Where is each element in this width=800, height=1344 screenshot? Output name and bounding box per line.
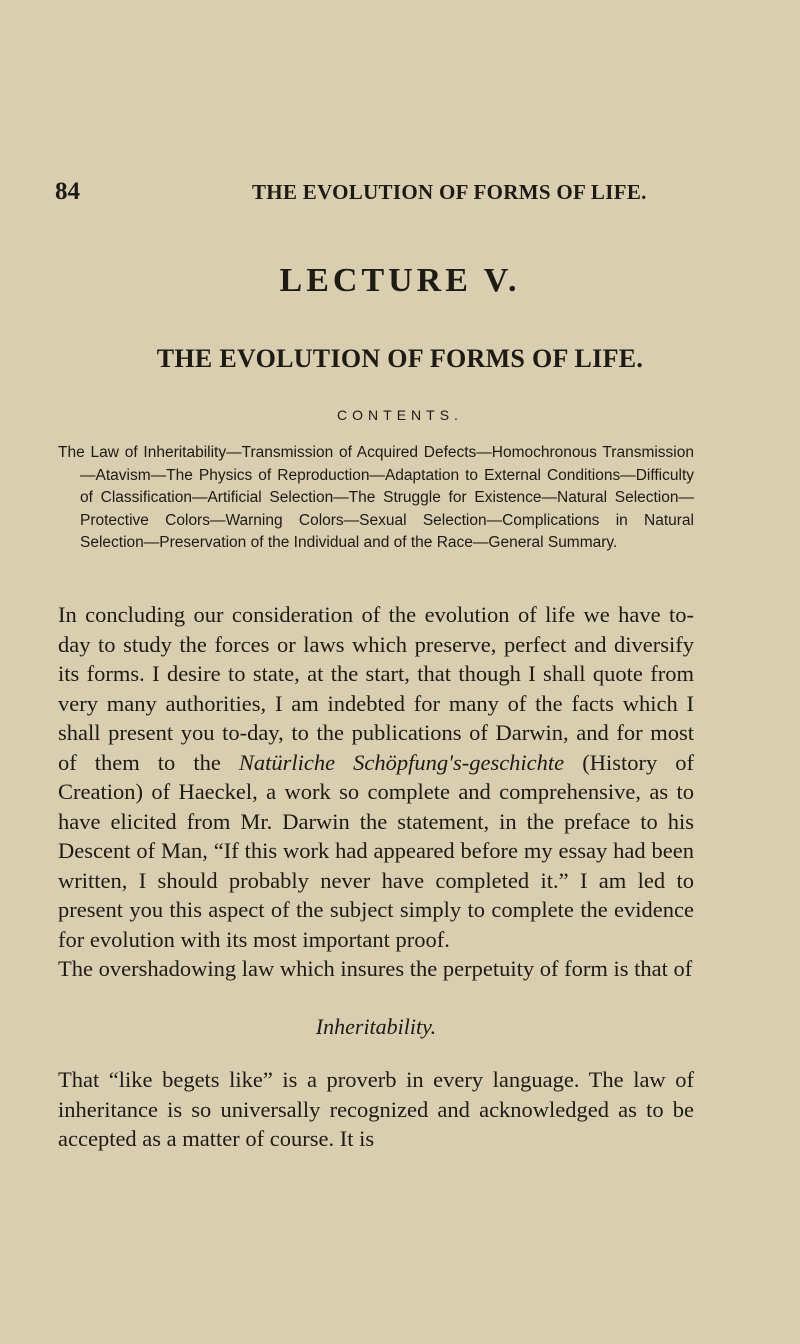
contents-summary-text: The Law of Inheritability—Transmission of Acquired Defects—Homochronous Transmission—Atavism—The Physics of Reproduction—Adaptation to External Conditions—Difficulty of Classification—Artificial Selection—The Struggle for Existence—Natural Selection—Protective Colors—Warning Colors—Sexual Selection—Complications in Natural Selection—Preservation of the Individual and of the Race—General Summary. — [58, 444, 694, 551]
section-subheading: Inheritability. — [315, 1013, 437, 1039]
lecture-number-title: LECTURE V. — [279, 262, 521, 299]
paragraph-1 — [58, 600, 694, 954]
paragraph-3: That “like begets like” is a proverb in every language. The law of inheritance is so universally recognized and acknowledged as to be accepted as a matter of course. It is — [58, 1067, 694, 1151]
book-title-italic: Natürliche Schöpfung's-geschichte — [238, 749, 565, 775]
body-text — [58, 600, 694, 1154]
contents-heading: CONTENTS. — [337, 407, 463, 423]
page-number: 84 — [55, 178, 80, 205]
running-title: THE EVOLUTION OF FORMS OF LIFE. — [252, 180, 647, 204]
paragraph-1-end: (History of Creation) of Haeckel, a work so complete and comprehensive, as to have elicited from Mr. Darwin the statement, in the preface to his Descent of Man, “If this work had appeared before my essay had been written, I should probably never have completed it.” I am led to present you this aspect of the subject simply to complete the evidence for evolution with its most important proof. — [58, 749, 694, 952]
paragraph-2: The overshadowing law which insures the perpetuity of form is that of — [58, 956, 693, 981]
running-head — [55, 178, 705, 210]
contents-summary — [58, 442, 694, 555]
paragraph-1-start: In concluding our consideration of the evolution of life we have to-day to study the forces or laws which preserve, perfect and diversify its forms. I desire to state, at the start, that though I shall quote from very many authorities, I am indebted for many of the facts which I shall present you to-day, to the publications of Darwin, and for most of them to the — [58, 602, 694, 775]
chapter-title: THE EVOLUTION OF FORMS OF LIFE. — [156, 344, 644, 373]
